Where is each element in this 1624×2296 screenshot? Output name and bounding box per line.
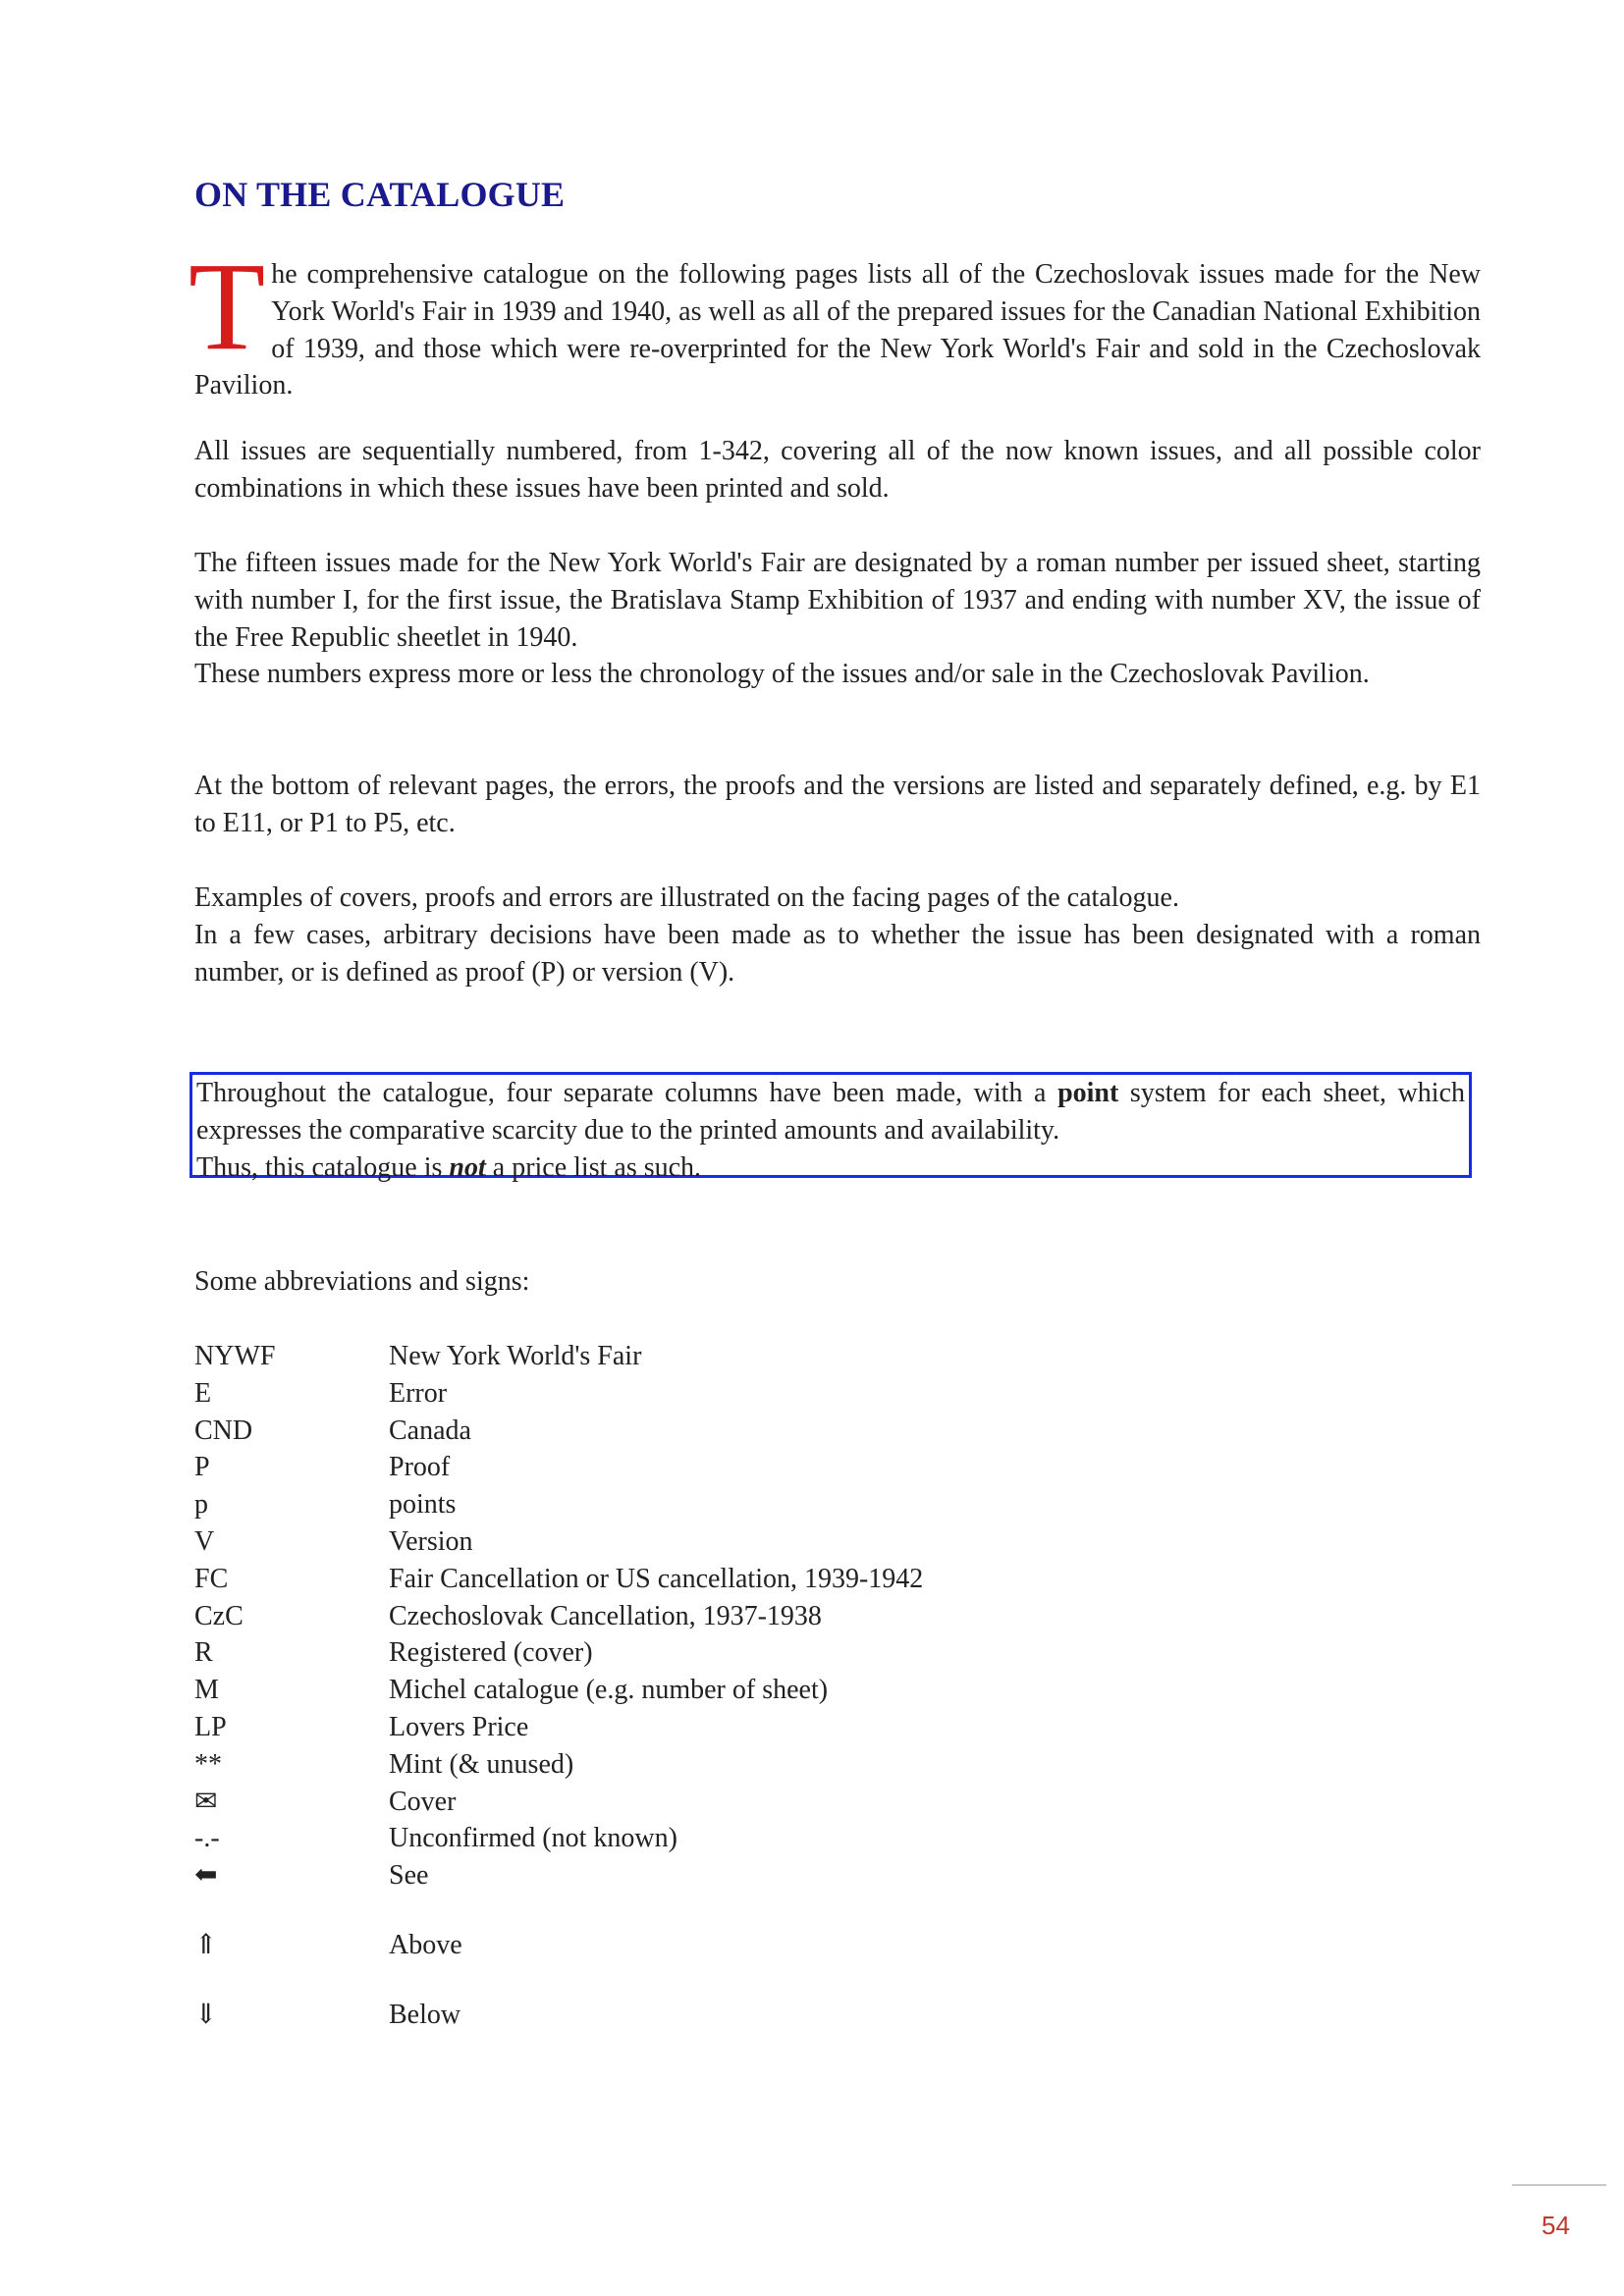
- abbreviation-definition: Below: [389, 2000, 461, 2031]
- abbreviation-code: P: [194, 1452, 210, 1483]
- paragraph-text: At the bottom of relevant pages, the errors, the proofs and the versions are listed and separately defined, e.g. by E1 to E11, or P1 to P5, etc.: [194, 771, 1481, 838]
- abbreviation-definition: Mint (& unused): [389, 1748, 574, 1780]
- abbreviation-row: [194, 1338, 923, 1375]
- abbreviation-code: LP: [194, 1711, 227, 1742]
- abbreviation-row: [194, 1709, 923, 1746]
- paragraph-errors-proofs: [194, 768, 1481, 842]
- paragraph-roman-numbers: [194, 545, 1481, 693]
- abbreviation-definition: Unconfirmed (not known): [389, 1823, 677, 1854]
- abbreviation-row: [194, 1449, 923, 1486]
- abbreviation-code: FC: [194, 1563, 229, 1594]
- note-line-1: Throughout the catalogue, four separate columns have been made, with a point system for each sheet, which expresses the comparative scarcity due to the printed amounts and availability.: [196, 1078, 1465, 1146]
- point-system-note-box: [189, 1072, 1472, 1183]
- abbreviation-definition: Fair Cancellation or US cancellation, 1939-1942: [389, 1563, 924, 1594]
- envelope-icon: ✉: [194, 1786, 218, 1817]
- abbreviation-row: [194, 1820, 923, 1857]
- footer-divider: [1512, 2184, 1606, 2186]
- abbreviation-definition: See: [389, 1860, 429, 1892]
- intro-text: he comprehensive catalogue on the following pages lists all of the Czechoslovak issues made for the New York World's Fair in 1939 and 1940, as well as all of the prepared issues for the Canadian National Exhibition of 1939, and those which were re-overprinted for the New York World's Fair and sold in the Czechoslovak Pavilion.: [194, 259, 1481, 401]
- left-arrow-icon: ⬅: [194, 1860, 218, 1892]
- abbreviation-row: [194, 1598, 923, 1635]
- abbreviation-row: [194, 1672, 923, 1709]
- abbreviation-definition: Registered (cover): [389, 1637, 593, 1669]
- abbreviation-code: V: [194, 1525, 215, 1557]
- abbreviation-definition: Above: [389, 1930, 462, 1961]
- paragraph-text: In a few cases, arbitrary decisions have been made as to whether the issue has been designated with a roman number, or is defined as proof (P) or version (V).: [194, 919, 1481, 988]
- drop-cap: T: [189, 237, 266, 376]
- abbreviation-row: [194, 1634, 923, 1672]
- abbreviation-definition: Lovers Price: [389, 1711, 529, 1742]
- abbreviation-definition: Version: [389, 1525, 473, 1557]
- abbreviation-code: M: [194, 1675, 219, 1706]
- page-title: ON THE CATALOGUE: [194, 175, 566, 214]
- abbreviations-list: [194, 1338, 923, 2034]
- abbreviation-code: CzC: [194, 1600, 244, 1631]
- abbreviation-row: [194, 1375, 923, 1413]
- abbreviation-definition: Proof: [389, 1452, 451, 1483]
- abbreviation-row: [194, 1997, 923, 2034]
- down-double-arrow-icon: ⇓: [194, 2000, 218, 2031]
- page-number: 54: [1542, 2211, 1570, 2240]
- abbreviation-row: [194, 1523, 923, 1561]
- abbreviation-code: p: [194, 1489, 208, 1521]
- abbreviation-row: [194, 1486, 923, 1523]
- abbreviation-definition: Canada: [389, 1415, 471, 1446]
- abbreviation-code: -.-: [194, 1823, 220, 1854]
- abbreviation-definition: Czechoslovak Cancellation, 1937-1938: [389, 1600, 822, 1631]
- paragraph-text: Examples of covers, proofs and errors are illustrated on the facing pages of the catalogue.: [194, 882, 1179, 913]
- abbreviation-row: [194, 1561, 923, 1598]
- intro-paragraph: [189, 237, 1481, 404]
- paragraph-text: These numbers express more or less the chronology of the issues and/or sale in the Czechoslovak Pavilion.: [194, 659, 1370, 690]
- abbreviation-row: [194, 1927, 923, 1997]
- paragraph-numbering: [194, 433, 1481, 507]
- abbreviation-row: [194, 1746, 923, 1784]
- abbreviation-row: [194, 1857, 923, 1927]
- paragraph-text: The fifteen issues made for the New York World's Fair are designated by a roman number per issued sheet, starting with number I, for the first issue, the Bratislava Stamp Exhibition of 1937 and ending with number XV, the issue of the Free Republic sheetlet in 1940.: [194, 548, 1481, 653]
- note-line-2: Thus, this catalogue is not a price list as such.: [196, 1151, 702, 1183]
- abbreviation-definition: points: [389, 1489, 457, 1521]
- paragraph-text: All issues are sequentially numbered, from 1-342, covering all of the now known issues, and all possible color combinations in which these issues have been printed and sold.: [194, 436, 1481, 504]
- abbreviation-code: E: [194, 1377, 212, 1409]
- abbreviation-definition: Error: [389, 1377, 448, 1409]
- abbreviation-row: [194, 1784, 923, 1821]
- emphasis-not: not: [449, 1151, 486, 1183]
- abbreviation-code: **: [194, 1748, 222, 1780]
- abbreviation-code: NYWF: [194, 1341, 276, 1371]
- paragraph-examples: [194, 880, 1481, 990]
- abbreviations-heading: Some abbreviations and signs:: [194, 1266, 530, 1297]
- abbreviation-row: [194, 1413, 923, 1450]
- abbreviation-code: CND: [194, 1415, 253, 1446]
- abbreviation-code: R: [194, 1637, 213, 1669]
- abbreviation-definition: Michel catalogue (e.g. number of sheet): [389, 1675, 829, 1706]
- abbreviation-definition: New York World's Fair: [389, 1341, 642, 1371]
- up-double-arrow-icon: ⇑: [194, 1930, 218, 1961]
- abbreviation-definition: Cover: [389, 1786, 457, 1817]
- emphasis-point: point: [1057, 1078, 1119, 1108]
